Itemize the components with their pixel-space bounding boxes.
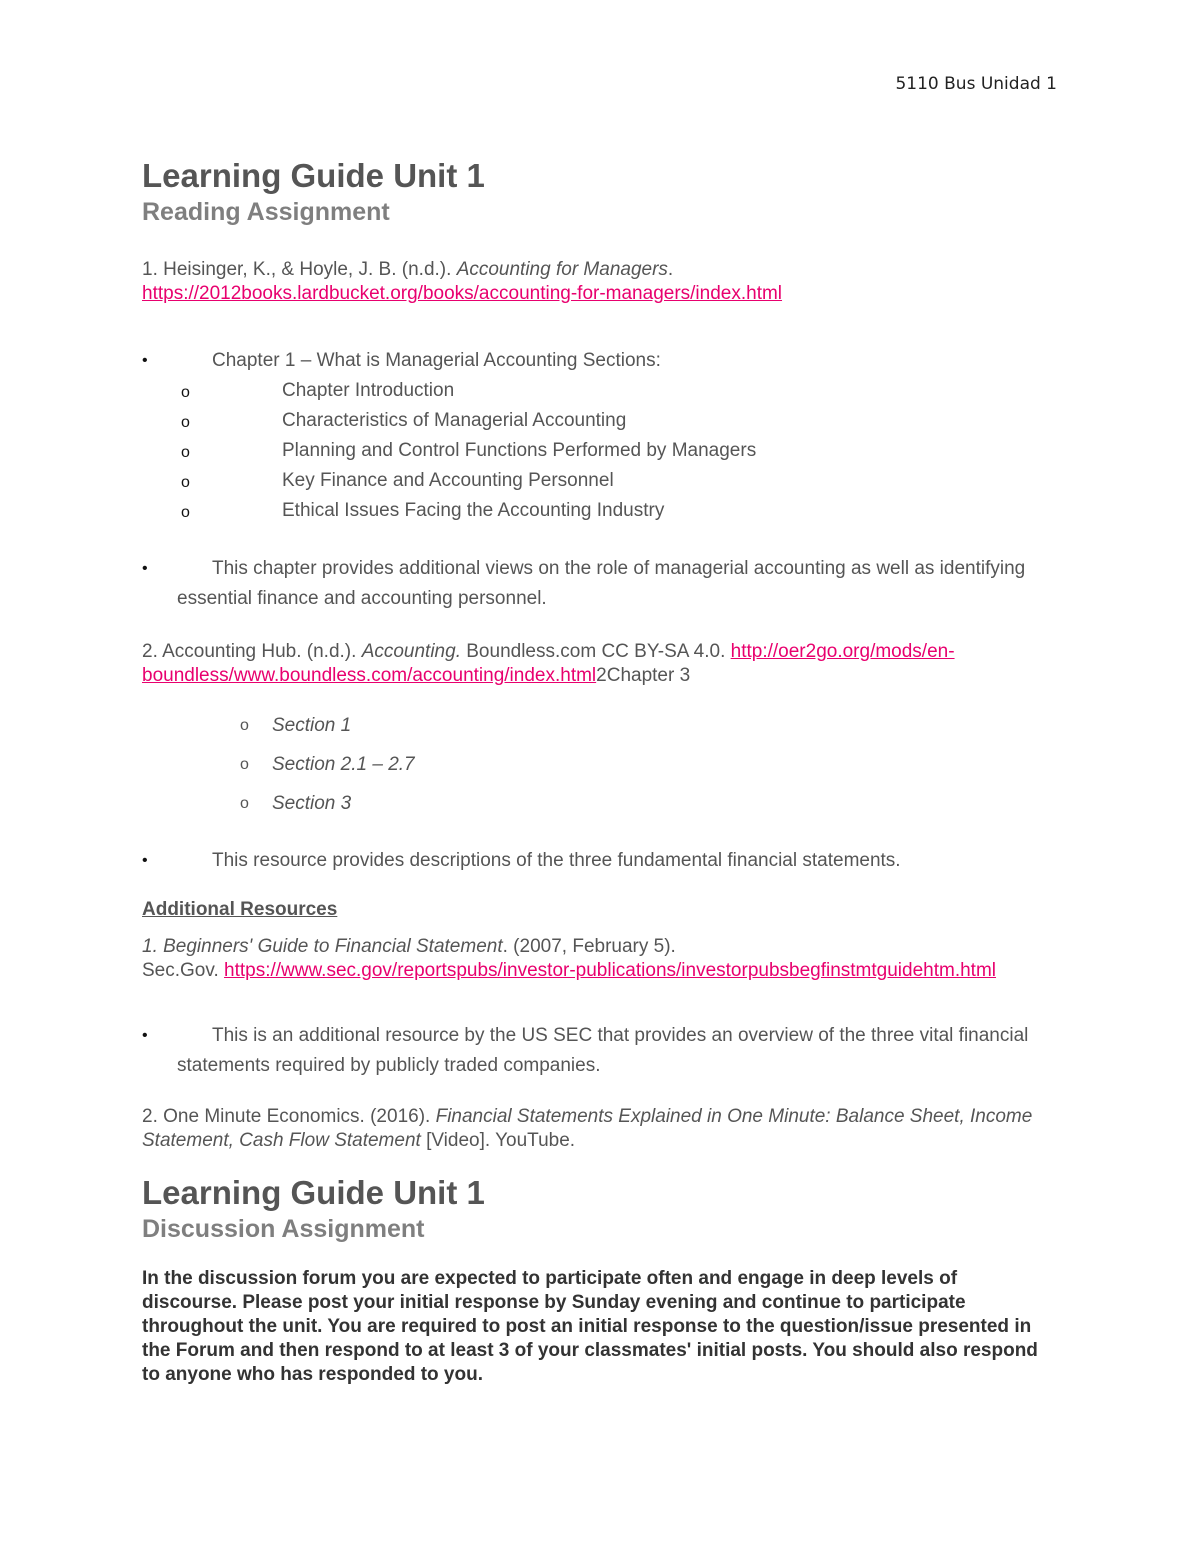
circle-bullet-icon: o bbox=[240, 795, 249, 812]
chapter-note-text: This chapter provides additional views on the role of managerial accounting as well as identifying essential finance and accounting personnel. bbox=[177, 558, 1026, 609]
resource-section-text: Section 1 bbox=[272, 715, 352, 736]
reference-2-title: Accounting. bbox=[361, 641, 461, 662]
chapter-section-text: Characteristics of Managerial Accounting bbox=[282, 410, 627, 431]
additional-resource-2 bbox=[142, 1105, 1042, 1153]
discussion-instructions: In the discussion forum you are expected to participate often and engage in deep levels of discourse. Please post your initial response by Sunday evening and continue to participate throughout the unit. You are required to post an initial response to the question/issue presented in the Forum and then respond to at least 3 of your classmates' initial posts. You should also respond to anyone who has responded to you. bbox=[142, 1268, 1038, 1385]
circle-bullet-icon: o bbox=[181, 414, 190, 431]
additional-resource-1-source: Sec.Gov. bbox=[142, 960, 225, 981]
circle-bullet-icon: o bbox=[181, 444, 190, 461]
reference-2-prefix: 2. Accounting Hub. (n.d.). bbox=[142, 641, 362, 662]
reference-1-prefix: 1. Heisinger, K., & Hoyle, J. B. (n.d.). bbox=[142, 259, 457, 280]
additional-note-item bbox=[142, 1021, 1042, 1081]
circle-bullet-icon: o bbox=[181, 384, 190, 401]
chapter-section-item bbox=[142, 376, 1042, 406]
discussion-subtitle: Discussion Assignment bbox=[142, 1215, 425, 1243]
circle-bullet-icon: o bbox=[240, 756, 249, 773]
additional-resource-1-link[interactable]: https://www.sec.gov/reportspubs/investor-publications/investorpubsbegfinstmtguidehtm.html bbox=[224, 960, 997, 981]
resource-section-item bbox=[142, 745, 1042, 784]
discussion-title: Learning Guide Unit 1 bbox=[142, 1174, 485, 1211]
circle-bullet-icon: o bbox=[181, 474, 190, 491]
resource-section-item bbox=[142, 784, 1042, 823]
chapter-section-item bbox=[142, 466, 1042, 496]
additional-resource-1-after: . (2007, February 5). bbox=[502, 936, 676, 957]
additional-resource-1-title: 1. Beginners' Guide to Financial Statement bbox=[142, 936, 503, 957]
circle-bullet-icon: o bbox=[181, 504, 190, 521]
reference-2-after: Boundless.com CC BY-SA 4.0. bbox=[460, 641, 731, 662]
additional-note-text: This is an additional resource by the US SEC that provides an overview of the three vital financial statements required by publicly traded companies. bbox=[177, 1025, 1029, 1076]
chapter-section-item bbox=[142, 496, 1042, 526]
chapter-section-item bbox=[142, 436, 1042, 466]
reference-1 bbox=[142, 258, 1042, 306]
bullet-icon: • bbox=[142, 1027, 148, 1044]
reference-1-title: Accounting for Managers bbox=[456, 259, 668, 280]
additional-resource-1 bbox=[142, 935, 1042, 983]
chapter-section-item bbox=[142, 406, 1042, 436]
resource-note-item bbox=[142, 846, 1042, 876]
chapter-heading-item bbox=[142, 346, 1042, 376]
chapter-section-text: Ethical Issues Facing the Accounting Industry bbox=[282, 500, 665, 521]
additional-resources-heading: Additional Resources bbox=[142, 899, 338, 920]
reference-2-suffix: 2Chapter 3 bbox=[596, 665, 691, 686]
circle-bullet-icon: o bbox=[240, 717, 249, 734]
bullet-icon: • bbox=[142, 560, 148, 577]
reference-1-after: . bbox=[667, 259, 674, 280]
additional-resource-2-after: [Video]. YouTube. bbox=[420, 1130, 576, 1151]
chapter-section-text: Chapter Introduction bbox=[282, 380, 455, 401]
reading-title: Learning Guide Unit 1 bbox=[142, 157, 485, 194]
resource-note-text: This resource provides descriptions of the three fundamental financial statements. bbox=[212, 850, 901, 871]
reference-1-link[interactable]: https://2012books.lardbucket.org/books/accounting-for-managers/index.html bbox=[142, 283, 783, 304]
running-header: 5110 Bus Unidad 1 bbox=[895, 74, 1057, 94]
reading-subtitle: Reading Assignment bbox=[142, 198, 390, 226]
resource-section-text: Section 2.1 – 2.7 bbox=[272, 754, 415, 775]
chapter-section-text: Planning and Control Functions Performed by Managers bbox=[282, 440, 757, 461]
reference-2 bbox=[142, 640, 1042, 688]
resource-section-item bbox=[142, 706, 1042, 745]
resource-section-text: Section 3 bbox=[272, 793, 352, 814]
additional-resource-2-prefix: 2. One Minute Economics. (2016). bbox=[142, 1106, 436, 1127]
chapter-section-text: Key Finance and Accounting Personnel bbox=[282, 470, 614, 491]
chapter-heading-text: Chapter 1 – What is Managerial Accounting Sections: bbox=[212, 350, 661, 371]
chapter-note-item bbox=[142, 554, 1042, 614]
document-body bbox=[142, 156, 1042, 1387]
additional-resource-2-title: Financial Statements Explained in One Minute: Balance Sheet, Income Statement, Cash Flow Statement bbox=[142, 1106, 1033, 1151]
bullet-icon: • bbox=[142, 852, 148, 869]
reference-2-link[interactable]: http://oer2go.org/mods/en-boundless/www.boundless.com/accounting/index.html bbox=[142, 641, 955, 686]
bullet-icon: • bbox=[142, 352, 148, 369]
